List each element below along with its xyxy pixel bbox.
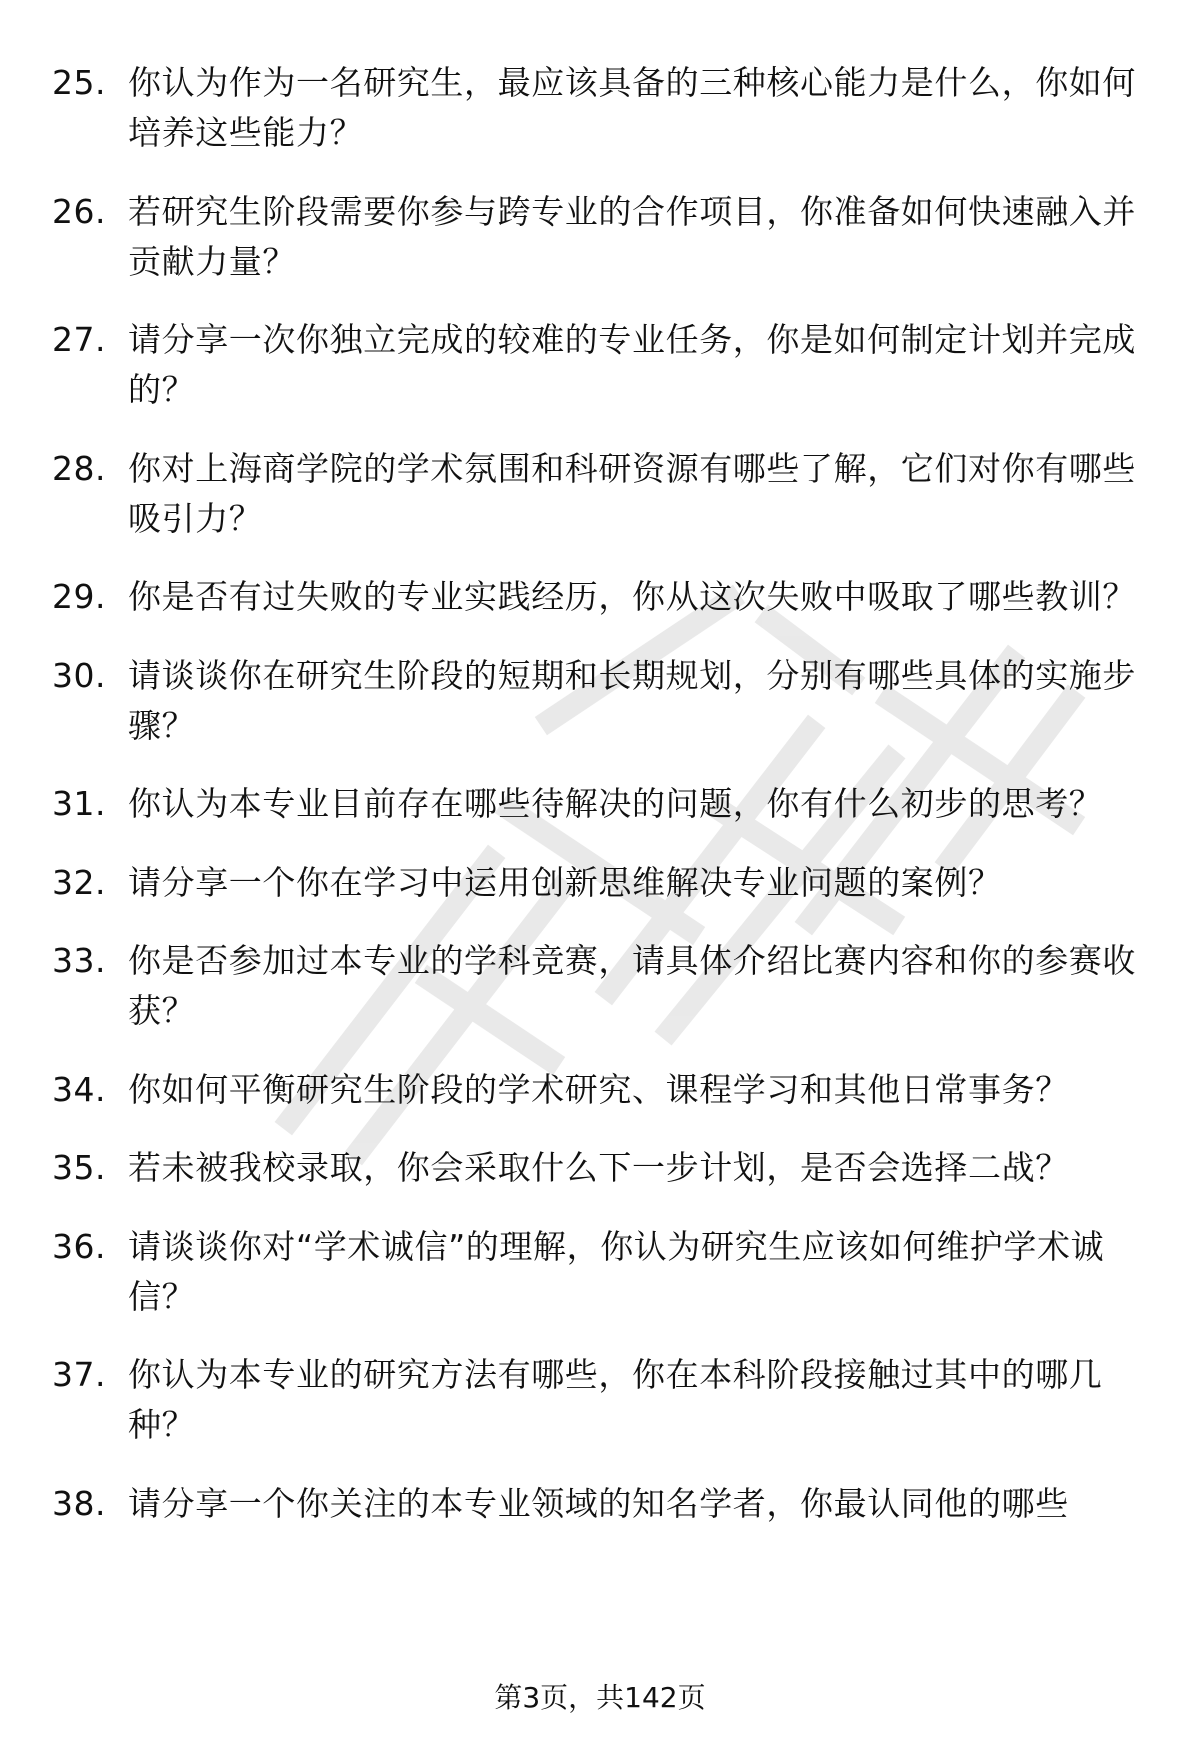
question-number: 36.: [52, 1226, 106, 1266]
question-item: [52, 572, 1152, 622]
question-item: [52, 779, 1152, 829]
question-text: 你是否参加过本专业的学科竞赛，请具体介绍比赛内容和你的参赛收获？: [128, 941, 1136, 1030]
question-item: [52, 1479, 1152, 1529]
question-text: 你认为作为一名研究生，最应该具备的三种核心能力是什么，你如何培养这些能力？: [128, 63, 1136, 152]
question-item: [52, 187, 1152, 287]
question-list: [52, 58, 1152, 1557]
question-text: 若研究生阶段需要你参与跨专业的合作项目，你准备如何快速融入并贡献力量？: [128, 191, 1136, 281]
question-item: [52, 1222, 1152, 1322]
question-item: [52, 315, 1152, 415]
question-text: 你对上海商学院的学术氛围和科研资源有哪些了解，它们对你有哪些吸引力？: [128, 448, 1136, 538]
question-number: 28.: [52, 448, 106, 488]
question-number: 38.: [52, 1483, 106, 1523]
question-number: 35.: [52, 1148, 106, 1187]
question-number: 30.: [52, 655, 106, 695]
question-item: [52, 444, 1152, 544]
question-text: 若未被我校录取，你会采取什么下一步计划，是否会选择二战？: [128, 1148, 1069, 1187]
question-number: 25.: [52, 63, 106, 102]
question-number: 37.: [52, 1355, 106, 1394]
question-text: 请谈谈你对“学术诚信”的理解，你认为研究生应该如何维护学术诚信？: [128, 1226, 1105, 1316]
page-footer: 第3页，共142页: [494, 1681, 706, 1714]
question-item: [52, 58, 1152, 158]
question-text: 你认为本专业目前存在哪些待解决的问题，你有什么初步的思考？: [128, 784, 1103, 823]
question-item: [52, 936, 1152, 1036]
question-text: 请分享一个你在学习中运用创新思维解决专业问题的案例？: [128, 862, 1002, 902]
question-text: 请分享一次你独立完成的较难的专业任务，你是如何制定计划并完成的？: [128, 320, 1136, 409]
question-item: [52, 1350, 1152, 1450]
question-number: 32.: [52, 862, 106, 902]
question-item: [52, 651, 1152, 751]
question-number: 29.: [52, 577, 106, 616]
question-item: [52, 1143, 1152, 1193]
question-number: 34.: [52, 1069, 106, 1109]
question-number: 31.: [52, 784, 106, 823]
question-item: [52, 858, 1152, 908]
question-number: 33.: [52, 941, 106, 980]
question-text: 你是否有过失败的专业实践经历，你从这次失败中吸取了哪些教训？: [128, 577, 1136, 616]
question-text: 你如何平衡研究生阶段的学术研究、课程学习和其他日常事务？: [128, 1069, 1069, 1109]
question-item: [52, 1065, 1152, 1115]
question-number: 27.: [52, 320, 106, 359]
question-text: 请谈谈你在研究生阶段的短期和长期规划，分别有哪些具体的实施步骤？: [128, 655, 1136, 745]
question-text: 请分享一个你关注的本专业领域的知名学者，你最认同他的哪些: [128, 1483, 1069, 1523]
question-number: 26.: [52, 191, 106, 231]
question-text: 你认为本专业的研究方法有哪些，你在本科阶段接触过其中的哪几种？: [128, 1355, 1103, 1444]
